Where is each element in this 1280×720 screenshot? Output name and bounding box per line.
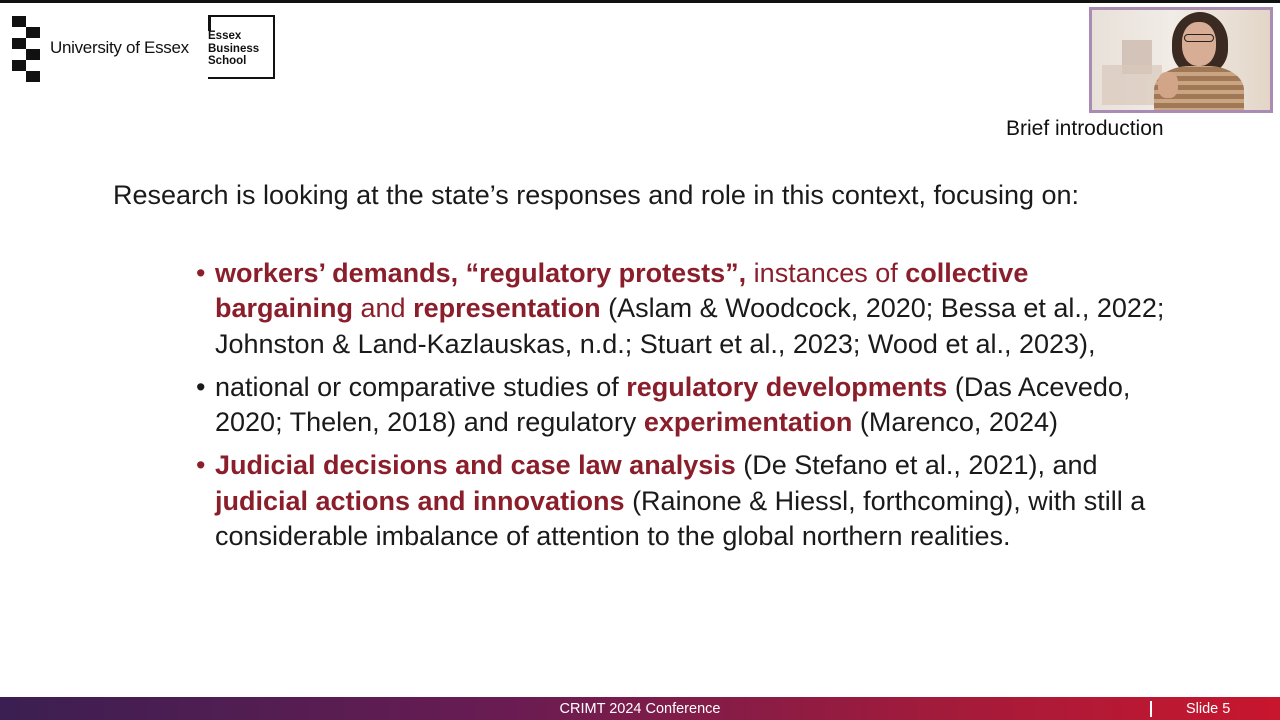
footer-divider — [1150, 701, 1152, 717]
university-name: University of Essex — [50, 38, 189, 57]
top-border — [0, 0, 1280, 3]
school-line-2: Business — [208, 42, 260, 55]
term-regulatory-developments: regulatory developments — [626, 371, 948, 402]
bullet-text: instances of — [746, 258, 906, 288]
term-workers-demands: workers’ demands, “regulatory protests”, — [215, 258, 747, 288]
bullet-dot: • — [196, 258, 206, 288]
term-judicial-decisions: Judicial decisions and case law analysis — [215, 450, 736, 481]
business-school-logo — [208, 15, 275, 79]
term-collective-bargaining: collective bargaining — [215, 258, 1029, 324]
bullet-dot: • — [196, 371, 206, 402]
citation-text: (De Stefano et al., 2021), and — [735, 450, 1098, 481]
citation-text: (Aslam & Woodcock, 2020; Bessa et al., 2022; Johnston & Land-Kazlauskas, n.d.; Stuart et al., 2023; Wood et al., 2023), — [215, 293, 1165, 359]
bullet-regulatory-developments — [196, 370, 1171, 441]
citation-text: (Das Acevedo, 2020; Thelen, 2018) and regulatory — [215, 371, 1131, 438]
term-representation: representation — [413, 293, 601, 324]
intro-text: Research is looking at the state’s responses and role in this context, focusing on: — [113, 180, 1080, 210]
section-label: Brief introduction — [1006, 117, 1164, 140]
bullet-dot: • — [196, 450, 206, 481]
bullet-workers-demands — [196, 256, 1171, 362]
university-logo-icon — [12, 16, 40, 82]
school-line-3: School — [208, 55, 247, 67]
slide-footer — [0, 697, 1280, 720]
bullet-list — [196, 256, 1171, 562]
conference-name: CRIMT 2024 Conference — [559, 701, 721, 717]
citation-text: (Marenco, 2024) — [852, 407, 1058, 438]
slide-number: Slide 5 — [1186, 701, 1231, 717]
term-judicial-actions: judicial actions and innovations — [215, 485, 625, 516]
citation-text: (Rainone & Hiessl, forthcoming), with still a considerable imbalance of attention to the global northern realities. — [215, 485, 1146, 552]
term-experimentation: experimentation — [643, 407, 853, 438]
school-line-1: Essex — [208, 30, 242, 42]
bullet-text: and — [353, 293, 414, 324]
presenter-webcam[interactable] — [1089, 7, 1273, 113]
bullet-judicial-decisions — [196, 448, 1171, 554]
bullet-text: national or comparative studies of — [215, 371, 627, 402]
